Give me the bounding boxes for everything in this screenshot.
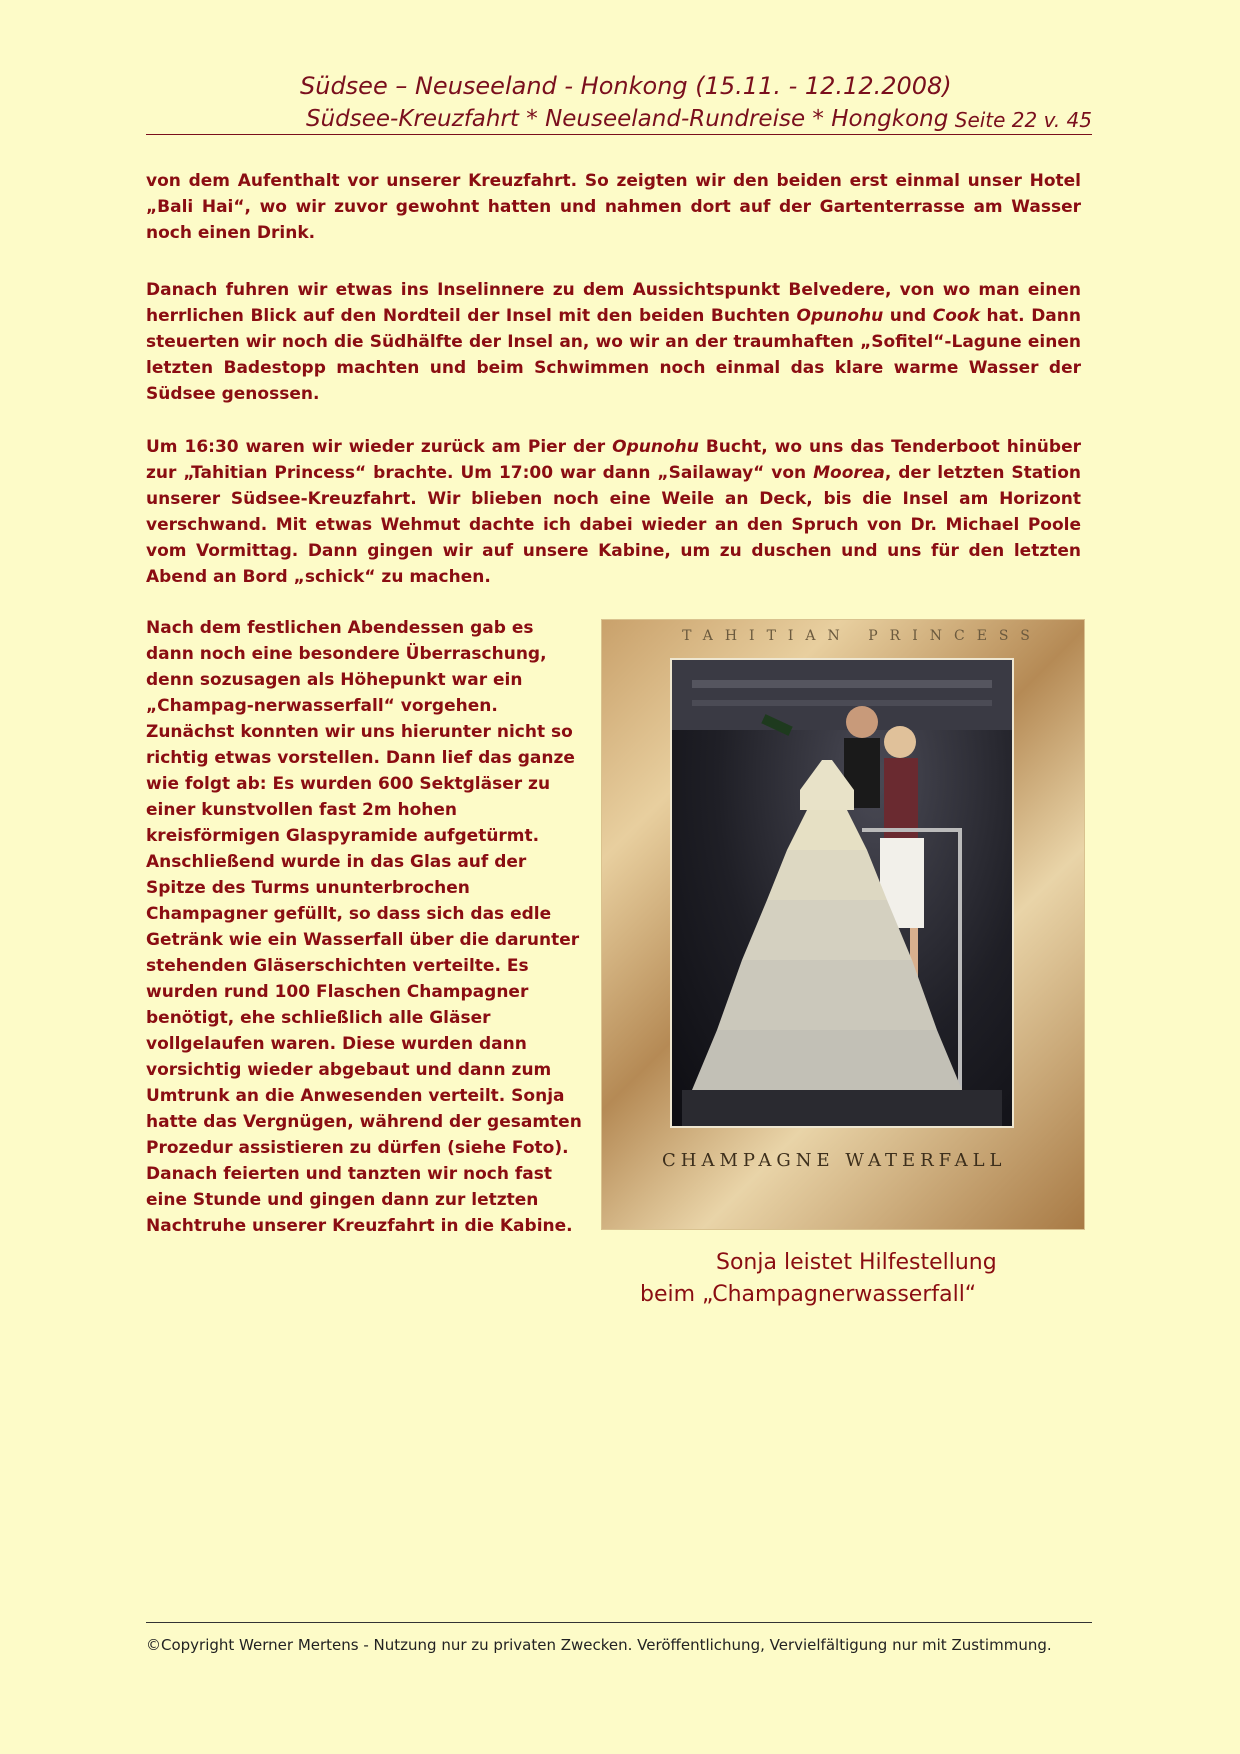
document-title: Südsee – Neuseeland - Honkong (15.11. - 12.12.2008) xyxy=(300,72,952,100)
text-run: Um 16:30 waren wir wieder zurück am Pier der xyxy=(146,437,613,457)
place-name: Opunohu xyxy=(796,306,884,326)
photo-frame-bottom-text: CHAMPAGNE WATERFALL xyxy=(662,1150,1007,1171)
caption-line-1: Sonja leistet Hilfestellung xyxy=(716,1250,997,1275)
copyright-footer: ©Copyright Werner Mertens - Nutzung nur zu privaten Zwecken. Veröffentlichung, Vervielfältigung nur mit Zustimmung. xyxy=(146,1622,1092,1658)
place-name: Cook xyxy=(932,306,980,326)
paragraph-dance: Danach feierten und tanzten wir noch fast eine Stunde und gingen dann zur letzten Nachtruhe unserer Kreuzfahrt in die Kabine. xyxy=(146,1164,573,1236)
glass-pyramid-illustration xyxy=(672,660,1012,1126)
text-run: hat. Dann steuerten wir noch die Südhälfte der Insel an, wo wir an der traumhaften „Sofitel“-Lagune einen letzten Badestopp machten und beim Schwimmen noch einmal das klare warme Wasser der Südsee genossen. xyxy=(146,306,1081,404)
photo-caption xyxy=(640,1247,1040,1311)
paragraph-surprise: Nach dem festlichen Abendessen gab es dann noch eine besondere Überraschung, denn sozusagen als Höhepunkt war ein „Champag-nerwasserfall“ vorgehen. xyxy=(146,618,547,716)
document-subtitle: Südsee-Kreuzfahrt * Neuseeland-Rundreise * Hongkong xyxy=(306,106,949,132)
caption-line-2: beim „Champagnerwasserfall“ xyxy=(640,1282,977,1307)
paragraph-sailaway xyxy=(146,434,1081,590)
place-name: Moorea xyxy=(813,463,885,483)
champagne-story xyxy=(146,615,582,1239)
text-run: Bucht, wo uns das Tenderboot hinüber zur „Tahitian Princess“ brachte. Um 17:00 war dann „Sailaway“ von xyxy=(146,437,1081,483)
champagne-waterfall-photo xyxy=(602,620,1084,1229)
place-name: Opunohu xyxy=(612,437,699,457)
photo-scene xyxy=(670,658,1014,1128)
page-number: Seite 22 v. 45 xyxy=(954,108,1092,132)
paragraph-hotel: von dem Aufenthalt vor unserer Kreuzfahrt. So zeigten wir den beiden erst einmal unser Hotel „Bali Hai“, wo wir zuvor gewohnt hatten und nahmen dort auf der Gartenterrasse am Wasser noch einen Drink. xyxy=(146,171,1081,243)
paragraph-waterfall: Anschließend wurde in das Glas auf der Spitze des Turms ununterbrochen Champagner gefüllt, so dass sich das edle Getränk wie ein Wasserfall über die darunter stehenden Gläserschichten verteilte. Es wurden rund 100 Flaschen Champagner benötigt, ehe schließlich alle Gläser vollgelaufen waren. Diese wurden dann vorsichtig wieder abgebaut und dann zum Umtrunk an die Anwesenden verteilt. Sonja hatte das Vergnügen, während der gesamten Prozedur assistieren zu dürfen (siehe Foto). xyxy=(146,852,582,1158)
photo-frame-top-text: TAHITIAN PRINCESS xyxy=(682,628,1042,644)
text-run: und xyxy=(883,306,933,326)
paragraph-pyramid: Zunächst konnten wir uns hierunter nicht so richtig etwas vorstellen. Dann lief das ganze wie folgt ab: Es wurden 600 Sektgläser zu einer kunstvollen fast 2m hohen kreisförmigen Glaspyramide aufgetürmt. xyxy=(146,722,575,846)
text-run: , der letzten Station unserer Südsee-Kreuzfahrt. Wir blieben noch eine Weile an Deck, bis die Insel am Horizont verschwand. Mit etwas Wehmut dachte ich dabei wieder an den Spruch von Dr. Michael Poole vom Vormittag. Dann gingen wir auf unsere Kabine, um zu duschen und uns für den letzten Abend an Bord „schick“ zu machen. xyxy=(146,463,1081,587)
header-subtitle-row xyxy=(146,106,1092,135)
text-run: Danach fuhren wir etwas ins Inselinnere zu dem Aussichtspunkt Belvedere, von wo man einen herrlichen Blick auf den Nordteil der Insel mit den beiden Buchten xyxy=(146,280,1081,326)
paragraph-belvedere xyxy=(146,277,1081,407)
